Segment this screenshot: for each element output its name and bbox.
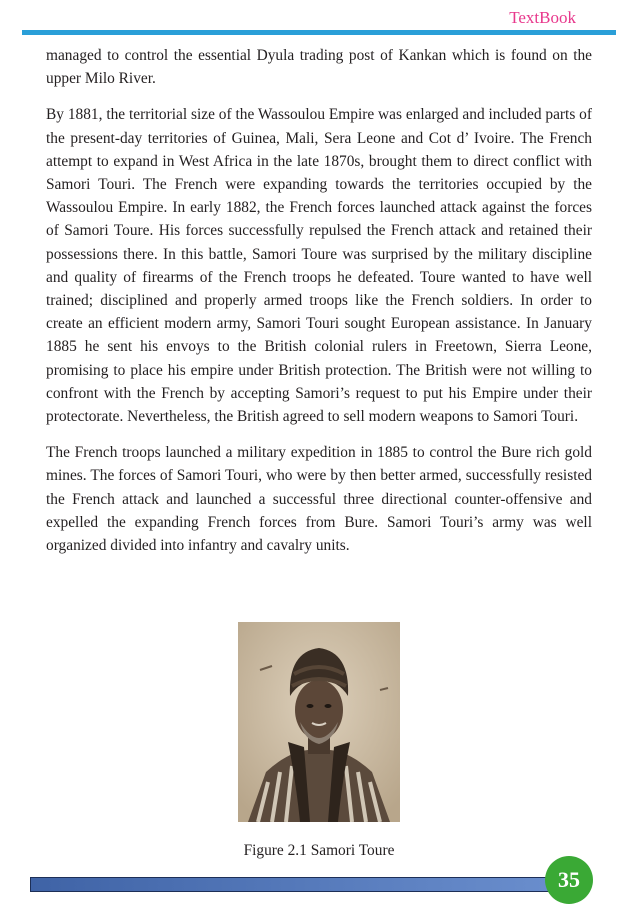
header-label: TextBook bbox=[509, 8, 576, 27]
paragraph-2: By 1881, the territorial size of the Wassoulou Empire was enlarged and included parts of the present-day territories of Guinea, Mali, Sera Leone and Cot d’ Ivoire. The French attempt to expand in West Africa in the late 1870s, brought them to direct conflict with Samori Touri. The French were expanding towards the territories occupied by the Wassoulou Empire. In early 1882, the French forces launched attack against the forces of Samori Toure. His forces successfully repulsed the French attack and retained their possessions there. In this battle, Samori Toure was surprised by the military discipline and quality of firearms of the French troops he defeated. Toure wanted to have well trained; disciplined and properly armed troops like the French soldiers. In order to create an efficient modern army, Samori Touri sought European assistance. In January 1885 he sent his envoys to the British colonial rulers in Freetown, Sierra Leone, promising to place his empire under British protection. The British were not willing to confront with the French by accepting Samori’s request to put his Empire under their protectorate. Nevertheless, the British agreed to sell modern weapons to Samori Touri. bbox=[46, 106, 592, 426]
paragraph-1: managed to control the essential Dyula trading post of Kankan which is found on the upper Milo River. bbox=[46, 47, 592, 88]
paragraph-3: The French troops launched a military expedition in 1885 to control the Bure rich gold mines. The forces of Samori Touri, who were by then better armed, successfully resisted the French attack and launched a successful three directional counter-offensive and expelled the expanding French forces from Bure. Samori Touri’s army was well organized divided into infantry and cavalry units. bbox=[46, 444, 592, 555]
header-rule bbox=[22, 30, 616, 35]
page-number-badge: 35 bbox=[545, 856, 593, 904]
body-text bbox=[46, 44, 592, 570]
portrait-illustration bbox=[238, 622, 400, 822]
figure-caption: Figure 2.1 Samori Toure bbox=[243, 842, 395, 859]
portrait-photo bbox=[238, 622, 400, 822]
footer-bar bbox=[30, 877, 570, 892]
